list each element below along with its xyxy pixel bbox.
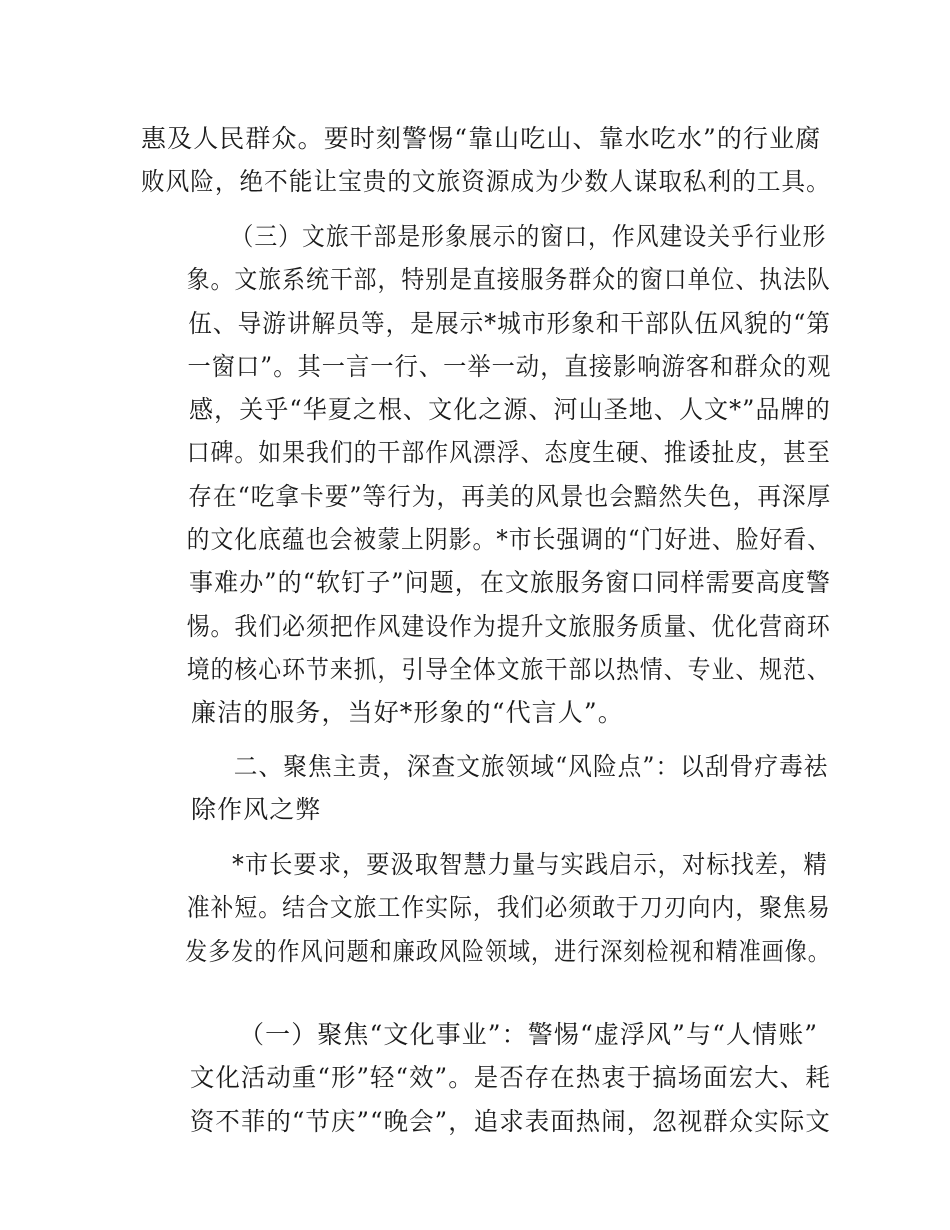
text-line: 一窗口”。其一言一行、一举一动，直接影响游客和群众的观 [187,351,832,381]
text-line: 的文化底蕴也会被蒙上阴影。*市长强调的“门好进、脸好看、 [186,525,832,555]
text-line: 廉洁的服务，当好*形象的“代言人”。 [191,698,624,728]
text-line: 除作风之弊 [191,795,322,825]
text-line: 境的核心环节来抓，引导全体文旅干部以热情、专业、规范、 [186,654,831,684]
paragraph-intro [141,843,831,973]
text-line: *市长要求，要汲取智慧力量与实践启示，对标找差，精 [232,850,828,879]
text-line: 发多发的作风问题和廉政风险领域，进行深刻检视和精准画像。 [185,936,831,966]
text-line: （三）文旅干部是形象展示的窗口，作风建设关乎行业形 [230,222,827,251]
text-line: （一）聚焦“文化事业”：警惕“虚浮风”与“人情账” [239,1020,819,1049]
text-line: 口碑。如果我们的干部作风漂浮、态度生硬、推诿扯皮，甚至 [186,438,831,468]
text-line: 二、聚焦主责，深查文旅领域“风险点”：以刮骨疗毒祛 [233,752,829,781]
paragraph-section-3 [141,215,832,735]
text-line: 惕。我们必须把作风建设作为提升文旅服务质量、优化营商环 [186,611,831,641]
text-line: 文化活动重“形”轻“效”。是否存在热衷于搞场面宏大、耗 [189,1063,831,1093]
text-line: 败风险，绝不能让宝贵的文旅资源成为少数人谋取私利的工具。 [141,167,831,197]
text-line: 准补短。结合文旅工作实际，我们必须敢于刀刃向内，聚焦易 [186,893,831,923]
text-line: 伍、导游讲解员等，是展示*城市形象和干部队伍风貌的“第 [188,308,831,338]
text-line: 资不菲的“节庆”“晚会”，追求表面热闹，忽视群众实际文 [189,1106,831,1136]
text-line: 存在“吃拿卡要”等行为，再美的风景也会黯然失色，再深厚 [188,481,832,511]
paragraph-continuation [141,117,831,204]
paragraph-subsection-1 [141,1013,831,1143]
text-line: 惠及人民群众。要时刻警惕“靠山吃山、靠水吃水”的行业腐 [141,124,822,153]
text-line: 感，关乎“华夏之根、文化之源、河山圣地、人文*”品牌的 [189,395,831,425]
section-heading-2 [141,745,829,832]
text-line: 事难办”的“软钉子”问题，在文旅服务窗口同样需要高度警 [189,568,832,598]
text-line: 象。文旅系统干部，特别是直接服务群众的窗口单位、执法队 [186,265,831,295]
